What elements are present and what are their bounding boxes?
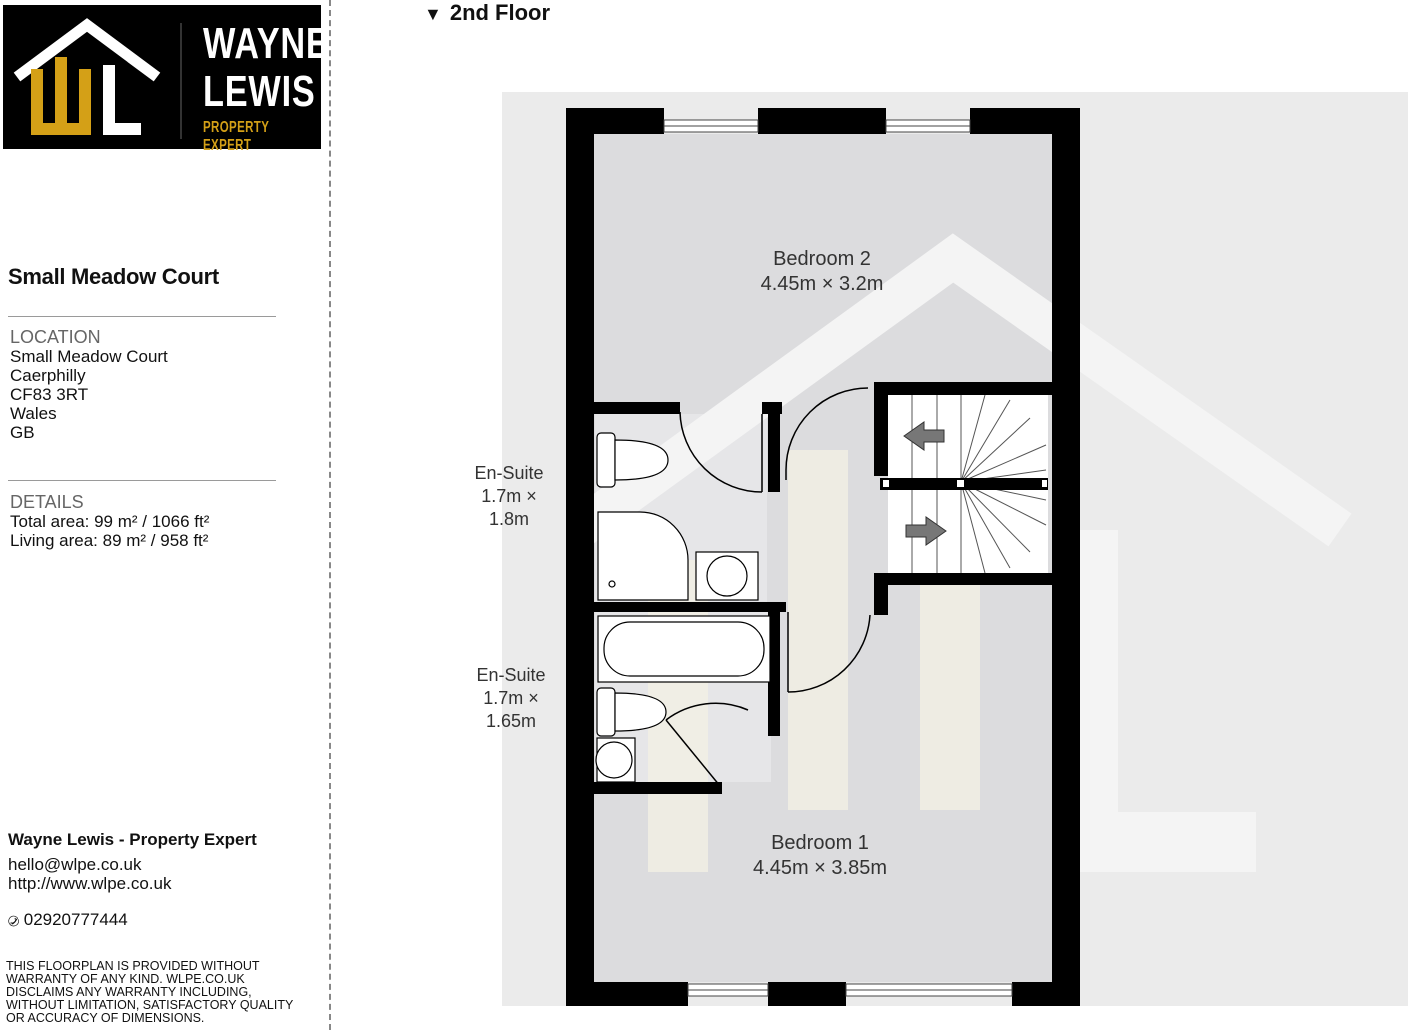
contact-website[interactable]: http://www.wlpe.co.uk	[8, 874, 172, 893]
details-heading: DETAILS	[10, 492, 84, 512]
room-label-ensuite-upper	[460, 462, 558, 531]
room-size: 1.7m ×	[483, 688, 539, 708]
room-name: En-Suite	[476, 665, 546, 685]
room-size: 1.7m ×	[481, 486, 537, 506]
triangle-down-icon: ▼	[424, 4, 442, 24]
disclaimer-text: THIS FLOORPLAN IS PROVIDED WITHOUT WARRANTY OF ANY KIND. WLPE.CO.UK DISCLAIMS ANY WARRANTY INCLUDING, WITHOUT LIMITATION, SATISFACTORY QUALITY OR ACCURACY OF DIMENSIONS.	[6, 959, 294, 1025]
toilet-cistern	[597, 688, 615, 736]
living-area: Living area: 89 m² / 958 ft²	[10, 531, 209, 550]
contact-name: Wayne Lewis - Property Expert	[8, 830, 257, 849]
address-line: Wales	[10, 404, 57, 423]
phone-number: 02920777444	[23, 910, 128, 929]
logo-text-wayne: WAYNE	[203, 19, 330, 68]
room-size: 4.45m × 3.85m	[753, 857, 887, 879]
room-label-bedroom-1	[720, 831, 920, 881]
room-name: En-Suite	[474, 463, 544, 483]
total-area: Total area: 99 m² / 1066 ft²	[10, 512, 210, 531]
floor-name: 2nd Floor	[449, 0, 551, 25]
logo-text-lewis: LEWIS	[203, 67, 316, 116]
room-size: 4.45m × 3.2m	[760, 273, 884, 295]
address-line: GB	[10, 423, 35, 442]
address-line: Caerphilly	[10, 366, 86, 385]
property-title: Small Meadow Court	[8, 264, 219, 289]
staircase	[880, 395, 1048, 573]
room-size: 1.8m	[488, 509, 530, 529]
contact-email[interactable]: hello@wlpe.co.uk	[8, 855, 142, 874]
logo-text-tagline: PROPERTY EXPERT	[203, 119, 270, 154]
room-label-ensuite-lower	[462, 664, 560, 733]
location-heading: LOCATION	[10, 327, 101, 347]
room-name: Bedroom 1	[771, 832, 869, 854]
toilet-cistern	[597, 433, 615, 487]
address-line: CF83 3RT	[10, 385, 89, 404]
room-size: 1.65m	[485, 711, 537, 731]
room-name: Bedroom 2	[773, 248, 871, 270]
address-line: Small Meadow Court	[10, 347, 168, 366]
room-label-bedroom-2	[722, 247, 922, 297]
phone-icon: ✆	[5, 911, 22, 931]
